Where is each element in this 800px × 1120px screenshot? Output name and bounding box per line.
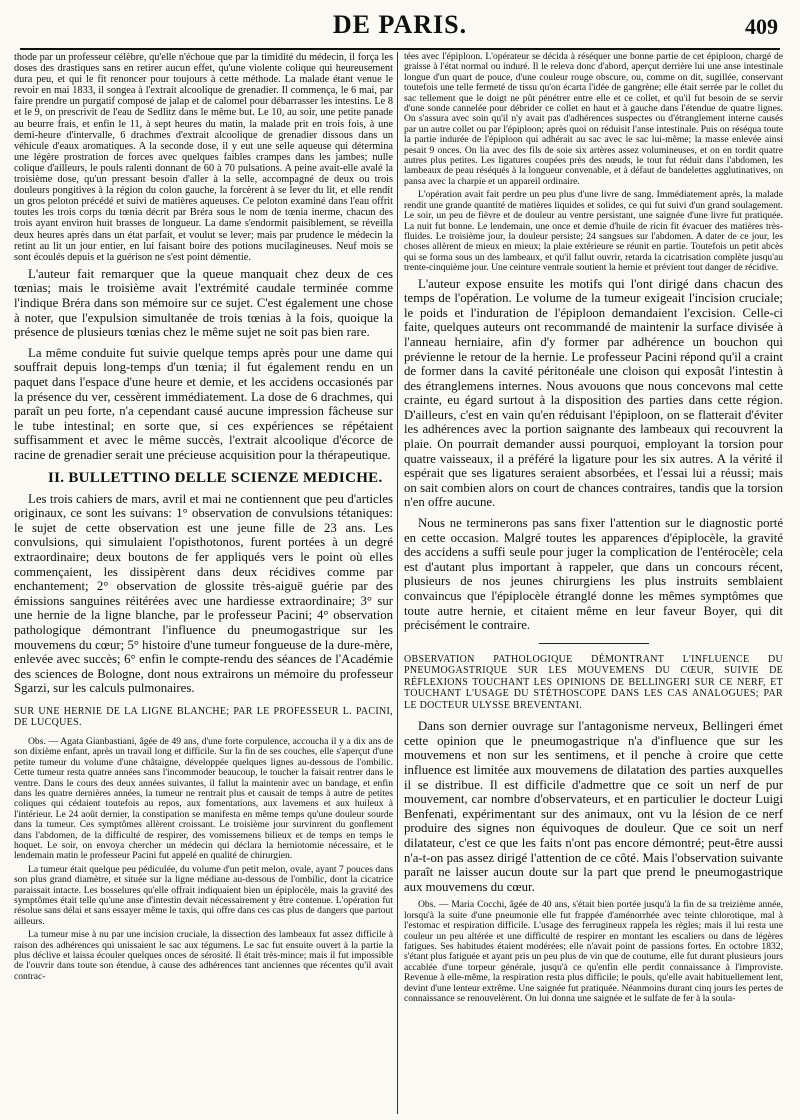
paragraph: L'auteur expose ensuite les motifs qui l'ont dirigé dans chacun des temps de l'opération. Le volume de la tumeur exigeait l'incision cruciale; le poids et l'induration de l'épiploon demandaient l'excision. Celle-ci faite, quelques auteurs ont recommandé de maintenir la surface divisée à l'anneau herniaire, afin d'y former par adhérence un bouchon qui prévienne le retour de la hernie. Le professeur Pacini répond qu'il a craint de former dans la cavité péritonéale une cloison qui exposât l'intestin à des étranglemens internes. Nous avouons que nous concevons mal cette crainte, eu égard surtout à la disposition des parties dans cette région. D'ailleurs, c'est en vain qu'en réduisant l'épiploon, on se flatterait d'éviter les adhérences avec la portion saignante des lambeaux qui recouvrent la plaie. On pourrait demander aussi pourquoi, employant la torsion pour quatre vaisseaux, il a préféré la ligature pour les six autres. A la vérité il espérait que ses ligatures seraient absorbées, et l'essai lui a réussi; mais on sait combien alors on court de chances contraires, tandis que la torsion n'en offre aucune. <box>404 276 783 510</box>
paragraph: Obs. — Agata Gianbastiani, âgée de 49 ans, d'une forte corpulence, accoucha il y a dix ans de son dixième enfant, après un travail long et difficile. Sur la fin de ses couches, elle s'aperçut d'une petite tumeur du volume d'une châtaigne, développée quelques lignes au-dessous de l'ombilic. Cette tumeur resta quatre années sans l'incommoder beaucoup, le toucher la faisait rentrer dans le ventre. Dans le cours des deux années suivantes, il fallut la maintenir avec un bandage, et enfin dans les quatre dernières années, la tumeur ne rentrait plus et causait de temps à autre de petites coliques qui cédaient toutefois au repos, aux fomentations, aux lavemens et aux huileux à l'intérieur. Le 24 août dernier, la constipation se manifesta en même temps qu'une douleur sourde dans la tumeur. Ces symptômes allèrent croissant. Le troisième jour survinrent du gonflement dans l'abdomen, de la difficulté de respirer, des vomissemens bilieux et de temps en temps le hoquet. Le soir, on envoya chercher un médecin qui déclara la herniotomie nécessaire, et le lendemain matin le professeur Pacini fut appelé en qualité de chirurgien. <box>14 735 393 862</box>
divider <box>539 643 649 644</box>
paragraph: Dans son dernier ouvrage sur l'antagonisme nerveux, Bellingeri émet cette opinion que le pneumogastrique n'a d'influence que sur les mouvemens et non sur les sentimens, et il penche à croire que cette influence est limitée aux mouvemens de dilatation des parties auxquelles il se distribue. Il est difficile d'admettre que ce soit un nerf de pur mouvement, car nombre d'observateurs, et en particulier le docteur Luigi Benfenati, expérimentant sur des animaux, ont vu la lésion de ce nerf produire des signes non équivoques de douleur. Que ce soit un nerf dilatateur, c'est ce que les faits n'ont pas encore démontré; peut-être aussi n'a-t-on pas assez dirigé l'attention de ce côté. Mais l'observation suivante paraît ne laisser aucun doute sur la part que prend le pneumogastrique aux mouvemens du cœur. <box>404 719 783 894</box>
column-rule <box>397 52 398 1114</box>
right-column <box>404 52 783 1114</box>
page-header <box>20 6 780 46</box>
paragraph: Les trois cahiers de mars, avril et mai ne contiennent que peu d'articles originaux, ce sont les suivans: 1° observation de convulsions tétaniques: le sujet de cette observation est une jeune fille de 23 ans. Les convulsions, qui simulaient l'opisthotonos, furent portées à un degré extraordinaire; deux boutons de fer appliqués vers le point où elles commençaient, les dissipèrent dans deux récidives comme par enchantement; 2° observation de glossite très-aiguë guérie par des émissions sanguines réitérées avec une hardiesse extraordinaire; 3° sur une hernie de la ligne blanche, par le professeur Pacini; 4° observation pathologique démontrant l'influence du pneumogastrique sur les mouvemens du cœur; 5° histoire d'une tumeur fongueuse de la dure-mère, enlevée avec succès; 6° enfin le compte-rendu des séances de l'Académie des sciences de Bologne, dont nous extrairons un mémoire du professeur Sgarzi, sur les calculs pulmonaires. <box>14 491 393 696</box>
section-heading: II. BULLETTINO DELLE SCIENZE MEDICHE. <box>48 469 383 486</box>
paragraph: tées avec l'épiploon. L'opérateur se décida à réséquer une bonne partie de cet épiploon, chargé de graisse à l'état normal ou induré. Il le releva donc d'abord, aperçut derrière lui une anse intestinale longue d'un quart de pouce, d'une couleur rouge obscure, ou, comme on dit, sugillée, conservant toutefois une telle fermeté de tissu qu'on écarta l'idée de gangrène; elle était serrée par le collet du sac tellement que le doigt ne pût pénétrer entre elle et ce collet, et qu'il fut besoin de se servir d'une sonde cannelée pour débrider ce collet en haut et à gauche dans l'étendue de quatre lignes. On s'assura avec soin qu'il n'y avait pas d'adhérences suspectes ou d'étranglement interne causés par un autre collet ou par l'épiploon; après quoi on réduisit l'anse intestinale. Puis on réséqua toute la partie indurée de l'épiploon qui adhérait au sac avec le sac lui-même; la masse enlevée ainsi pesait 9 onces. On lia avec des fils de soie six artères assez volumineuses, et on en tordit quatre autres plus petites. Les ligatures coupées près des nœuds, le tout fut réduit dans l'abdomen, les lambeaux de peau réséqués à la longueur convenable, et à défaut de bandelettes agglutinatives, on pansa avec la charpie et un appareil ordinaire. <box>404 52 783 187</box>
paragraph: L'opération avait fait perdre un peu plus d'une livre de sang. Immédiatement après, la malade rendit une grande quantité de matières liquides et solides, ce qui fut suivi d'un grand soulagement. Le soir, un peu de fièvre et de douleur au ventre persistant, une saignée d'une livre fut pratiquée. La nuit fut bonne. Le lendemain, une once et demie d'huile de ricin fit évacuer des matières très-fluides. Le troisième jour, la douleur persiste; 24 sangsues sur l'abdomen. A dater de ce jour, les choses allèrent de mieux en mieux; la plaie extérieure se réunit en partie. Toutefois un petit abcès qui se forma sous un des lambeaux, et qu'il fallut ouvrir, retarda la cicatrisation complète jusqu'au trente-cinquième jour. Une ceinture ventrale soutient la hernie et prévient tout danger de récidive. <box>404 189 783 274</box>
header-rule <box>20 48 780 50</box>
paragraph: thode par un professeur célèbre, qu'elle n'échoue que par la timidité du médecin, il força les doses des drastiques sans en retirer aucun effet, qu'une violente colique qui heureusement dura peu, et qui le fit renoncer pour toujours à cette méthode. La malade étant venue le revoir en mai 1833, il songea à l'extrait alcoolique de grenadier. Il commença, le 6 mai, par faire prendre un purgatif composé de jalap et de calomel pour débarrasser les intestins. Le 8 et le 9, on prescrivit de l'eau de Sedlitz dans le même but. Le 10, au soir, une petite panade au beurre frais, et enfin le 11, à sept heures du matin, la malade prit en trois fois, à une demi-heure d'intervalle, 6 drachmes d'extrait alcoolique de grenadier dissous dans un véhicule d'eaux aromatiques. A la seconde dose, il y eut une selle aqueuse qui détermina une légère prostration de forces avec quelques faibles crampes dans les jambes; nulle colique d'ailleurs, le pouls ralenti donnant de 60 à 70 pulsations. A peine avait-elle avalé la troisième dose, qu'un pressant besoin d'aller à la selle, accompagné de deux ou trois douleurs pongitives à la région du colon gauche, la forcèrent à se lever du lit, et elle rendit un gros peloton précédé et suivi de matières aqueuses. Ce peloton examiné dans l'eau offrit toutes les trois corps du tœnia décrit par Bréra sous le nom de tœnia inerme, chacun des trois ayant environ huit brasses de longueur. La dame s'endormit paisiblement, se réveilla deux heures après dans un état parfait, et voulut se lever; mais par prudence le médecin la retint au lit un jour entier, en lui faisant boire des potions mucilagineuses. Neuf mois se sont écoulés depuis et la guérison ne s'est point démentie. <box>14 52 393 263</box>
article-heading: SUR UNE HERNIE DE LA LIGNE BLANCHE; PAR LE PROFESSEUR L. PACINI, DE LUCQUES. <box>14 705 393 729</box>
paragraph: Obs. — Maria Cocchi, âgée de 40 ans, s'était bien portée jusqu'à la fin de sa treizième année, lorsqu'à la suite d'une pneumonie elle fut frappée d'aménorrhée avec teinte chlorotique, mal à l'estomac et respiration difficile. L'usage des ferrugineux rappela les règles; mais il lui resta une couleur un peu altérée et une difficulté de respirer en montant les escaliers ou dans de légères fatigues. Ses habitudes étaient modérées; elle n'avait point de passions fortes. En octobre 1832, s'étant plus fatiguée et ayant pris un peu plus de vin que de coutume, elle fut durant plusieurs jours accablée d'une torpeur générale, jusqu'à ce qu'enfin elle perdit connaissance à l'improviste. Revenue à elle-même, la respiration resta plus difficile; le pouls, qu'elle avait habituellement lent, devint d'une lenteur extrême. Une saignée fut pratiquée. Néanmoins durant cinq jours les pertes de connaissance se renouvelèrent. On lui donna une saignée et le sulfate de fer à la soula- <box>404 899 783 1005</box>
paragraph: La même conduite fut suivie quelque temps après pour une dame qui souffrait depuis long-temps d'un tœnia; il fut également rendu en un paquet dans l'espace d'une heure et demie, et les accidens occasionés par la présence du ver, cessèrent immédiatement. La dose de 6 drachmes, qui paraît un peu forte, n'a cependant causé aucune impression fâcheuse sur le tube intestinal; en sorte que, si ces expériences se répétaient suffisamment et avec le même succès, l'extrait alcoolique d'écorce de racine de grenadier serait une précieuse acquisition pour la thérapeutique. <box>14 345 393 462</box>
paragraph: La tumeur était quelque peu pédiculée, du volume d'un petit melon, ovale, ayant 7 pouces dans son plus grand diamètre, et située sur la ligne médiane au-dessous de l'ombilic, dont la cicatrice paraissait intacte. Les bosselures qu'elle offrait indiquaient bien un épiplocèle, mais la gravité des symptômes était telle qu'une anse d'intestin devait nécessairement y être contenue. L'opération fut résolue sans délai et sans essayer même le taxis, qui offre dans ces cas plus de dangers que partout ailleurs. <box>14 863 393 927</box>
paragraph: La tumeur mise à nu par une incision cruciale, la dissection des lambeaux fut assez difficile à raison des adhérences qui unissaient le sac aux tégumens. Le sac fut ensuite ouvert à la partie la plus déclive et laissa écouler quelques onces de sérosité. Il était très-mince; mais il fut impossible de l'ouvrir dans toute son étendue, à cause des adhérences tant anciennes que récentes qu'il avait contrac- <box>14 929 393 982</box>
left-column <box>14 52 393 1114</box>
paragraph: Nous ne terminerons pas sans fixer l'attention sur le diagnostic porté en cette occasion. Malgré toutes les apparences d'épiplocèle, la gravité des accidens a suffi seule pour juger la complication de l'entérocèle; cela est d'autant plus important à rappeler, que dans un concours récent, plusieurs de nos jeunes chirurgiens les plus instruits semblaient convaincus que l'épiplocèle étranglé donne les mêmes symptômes que toute autre hernie, et citaient même en leur faveur Boyer, qui dit précisément le contraire. <box>404 516 783 633</box>
page-number: 409 <box>745 14 778 39</box>
article-heading: OBSERVATION PATHOLOGIQUE DÉMONTRANT L'INFLUENCE DU PNEUMOGASTRIQUE SUR LES MOUVEMENS DU CŒUR, SUIVIE DE RÉFLEXIONS TOUCHANT LES OPINIONS DE BELLINGERI SUR CE NERF, ET TOUCHANT L'USAGE DU STÉTHOSCOPE DANS LES CAS ANALOGUES; PAR LE DOCTEUR ULYSSE BREVENTANI. <box>404 653 783 711</box>
running-title: DE PARIS. <box>332 10 468 39</box>
paragraph: L'auteur fait remarquer que la queue manquait chez deux de ces tœnias; mais le troisième avait l'extrémité caudale terminée comme l'indique Bréra dans son mémoire sur ce sujet. C'est également une chose à noter, que l'expulsion simultanée de trois tœnias à la fois, quoique la présence de plusieurs tœnias chez le même sujet ne soit pas bien rare. <box>14 266 393 340</box>
